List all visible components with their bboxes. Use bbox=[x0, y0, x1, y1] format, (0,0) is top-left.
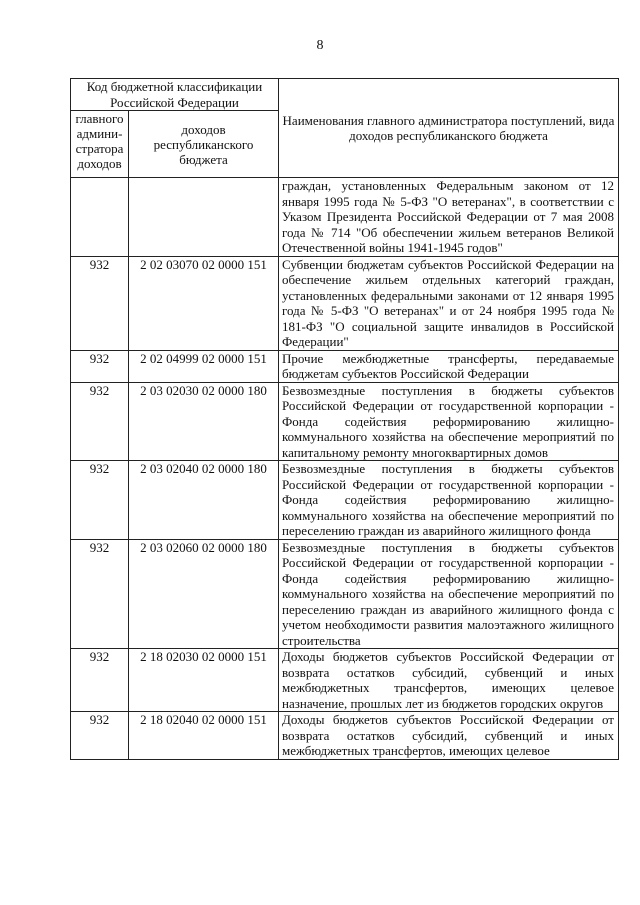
header-row-group bbox=[71, 79, 619, 111]
income-name-cell: Субвенции бюджетам субъектов Российской Федерации на обеспечение жильем отдельных категорий граждан, установленных федеральными законами от 12 января 1995 года № 5-ФЗ "О ветеранах" и от 24 ноября 1995 года № 181-ФЗ "О социальной защите инвалидов в Российской Федерации" bbox=[279, 256, 619, 350]
table-row bbox=[71, 256, 619, 350]
income-name-cell: Безвозмездные поступления в бюджеты субъектов Российской Федерации от государственной корпорации - Фонда содействия реформированию жилищно-коммунального хозяйства на обеспечение мероприятий по переселению граждан из аварийного жилищного фонда с учетом необходимости развития малоэтажного жилищного строительства bbox=[279, 539, 619, 649]
income-name-cell: граждан, установленных Федеральным законом от 12 января 1995 года № 5-ФЗ "О ветеранах", в соответствии с Указом Президента Российской Федерации от 7 мая 2008 года № 714 "Об обеспечении жильем ветеранов Великой Отечественной войны 1941-1945 годов" bbox=[279, 178, 619, 257]
income-code-cell: 2 02 04999 02 0000 151 bbox=[129, 350, 279, 382]
income-code-cell: 2 02 03070 02 0000 151 bbox=[129, 256, 279, 350]
admin-code-cell: 932 bbox=[71, 382, 129, 461]
header-income-column: доходов республиканского бюджета bbox=[129, 111, 279, 178]
header-name-column: Наименования главного администратора поступлений, вида доходов республиканского бюджета bbox=[279, 79, 619, 178]
admin-code-cell: 932 bbox=[71, 712, 129, 760]
table-row bbox=[71, 350, 619, 382]
income-name-cell: Безвозмездные поступления в бюджеты субъектов Российской Федерации от государственной корпорации - Фонда содействия реформированию жилищно-коммунального хозяйства на обеспечение мероприятий по капитальному ремонту многоквартирных домов bbox=[279, 382, 619, 461]
table-row bbox=[71, 178, 619, 257]
admin-code-cell: 932 bbox=[71, 461, 129, 540]
table-row bbox=[71, 712, 619, 760]
income-code-cell: 2 03 02060 02 0000 180 bbox=[129, 539, 279, 649]
page-number: 8 bbox=[316, 38, 324, 53]
header-admin-column: главного админи-стратора доходов bbox=[71, 111, 129, 178]
admin-code-cell: 932 bbox=[71, 539, 129, 649]
income-code-cell: 2 03 02030 02 0000 180 bbox=[129, 382, 279, 461]
income-name-cell: Доходы бюджетов субъектов Российской Федерации от возврата остатков субсидий, субвенций и иных межбюджетных трансфертов, имеющих целевое назначение, прошлых лет из бюджетов городских округов bbox=[279, 649, 619, 712]
income-code-cell: 2 18 02040 02 0000 151 bbox=[129, 712, 279, 760]
income-name-cell: Безвозмездные поступления в бюджеты субъектов Российской Федерации от государственной корпорации - Фонда содействия реформированию жилищно-коммунального хозяйства на обеспечение мероприятий по переселению граждан из аварийного жилищного фонда bbox=[279, 461, 619, 540]
table-body bbox=[71, 178, 619, 760]
income-name-cell: Доходы бюджетов субъектов Российской Федерации от возврата остатков субсидий, субвенций и иных межбюджетных трансфертов, имеющих целевое bbox=[279, 712, 619, 760]
admin-code-cell: 932 bbox=[71, 350, 129, 382]
income-code-cell: 2 18 02030 02 0000 151 bbox=[129, 649, 279, 712]
admin-code-cell bbox=[71, 178, 129, 257]
table-row bbox=[71, 649, 619, 712]
admin-code-cell: 932 bbox=[71, 649, 129, 712]
admin-code-cell: 932 bbox=[71, 256, 129, 350]
table-row bbox=[71, 461, 619, 540]
budget-classification-table bbox=[70, 78, 619, 760]
income-name-cell: Прочие межбюджетные трансферты, передаваемые бюджетам субъектов Российской Федерации bbox=[279, 350, 619, 382]
header-budget-classification-code: Код бюджетной классификации Российской Федерации bbox=[71, 79, 279, 111]
income-code-cell: 2 03 02040 02 0000 180 bbox=[129, 461, 279, 540]
income-code-cell bbox=[129, 178, 279, 257]
table-row bbox=[71, 539, 619, 649]
table-row bbox=[71, 382, 619, 461]
